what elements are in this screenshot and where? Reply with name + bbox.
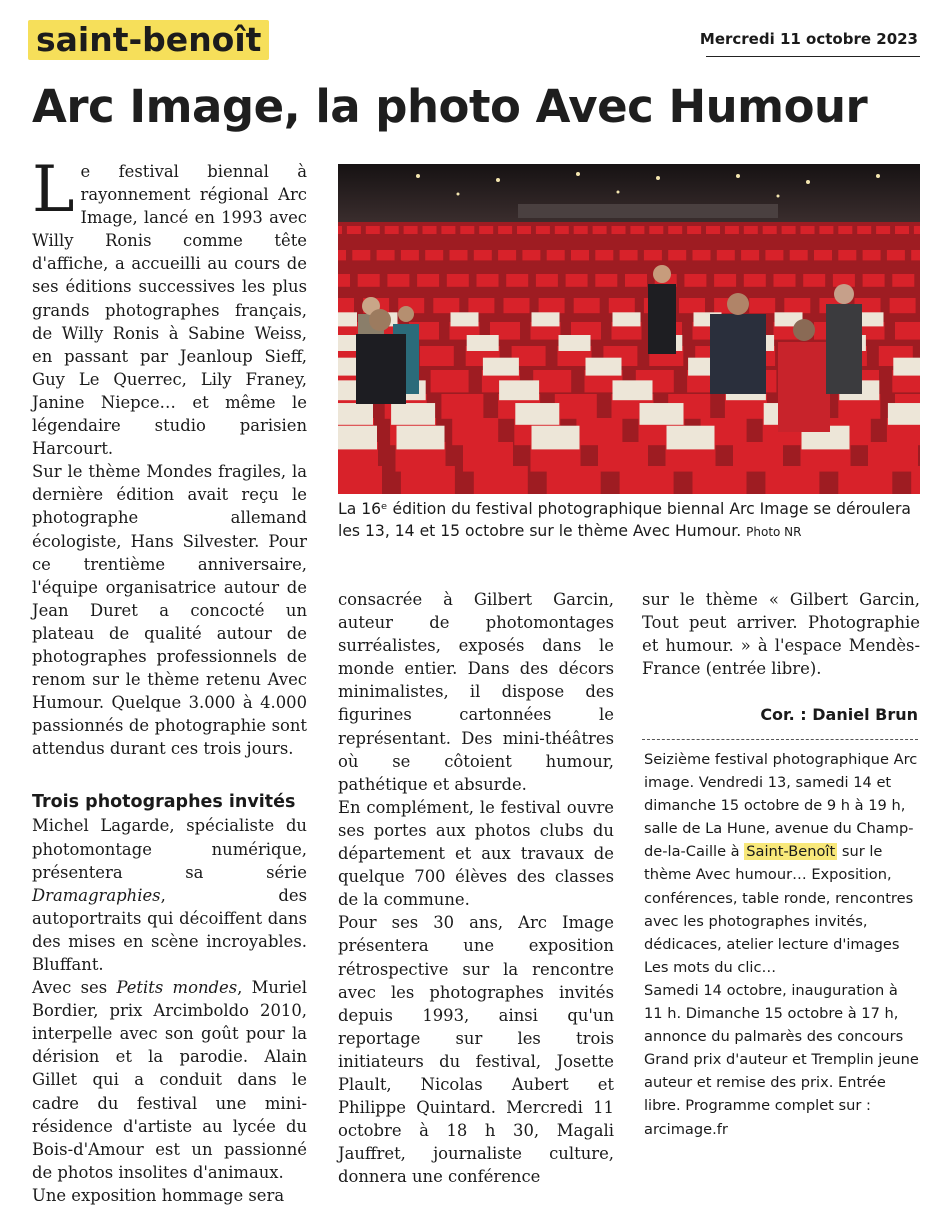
paragraph: Une exposition hommage sera [32,1185,285,1205]
paragraph: Avec ses Petits mondes, Muriel Bordier, prix Arcimboldo 2010, interpelle avec son goût pour la dérision et la parodie. Alain Gillet qui a conduit dans le cadre du festival une mini-résidence d'artiste au lycée du Bois-d'Amour est un passionné de photos insolites d'animaux. [32,978,307,1182]
date-underline [706,56,920,57]
article-column-3 [642,588,920,680]
paragraph: Pour ses 30 ans, Arc Image présentera une exposition rétrospective sur la rencontre avec les photographes invités depuis 1993, ainsi qu'un reportage sur les trois initiateurs du festival, Josette Plault, Nicolas Aubert et Philippe Quintard. Mercredi 11 octobre à 18 h 30, Magali Jauffret, journaliste culture, donnera une conférence [338,913,614,1187]
paragraph: En complément, le festival ouvre ses portes aux photos clubs du département et aux travaux de quelque 700 élèves des classes de la commune. [338,797,614,910]
highlighted-place: Saint-Benoît [746,843,836,861]
info-paragraph: Seizième festival photographique Arc image. Vendredi 13, samedi 14 et dimanche 15 octobre de 9 h à 19 h, salle de La Hune, avenue du Champ-de-la-Caille à Saint-Benoît sur le thème Avec humour… Exposition, conférences, table ronde, rencontres avec les photographes invités, dédicaces, atelier lecture d'images Les mots du clic… [644,751,918,976]
paragraph: sur le thème « Gilbert Garcin, Tout peut arriver. Photographie et humour. » à l'espace Mendès-France (entrée libre). [642,590,920,679]
info-paragraph: Samedi 14 octobre, inauguration à 11 h. Dimanche 15 octobre à 17 h, annonce du palmarès des concours Grand prix d'auteur et Tremplin jeune auteur et remise des prix. Entrée libre. Programme complet sur : arcimage.fr [644,981,919,1138]
article-column-2 [338,588,614,1188]
caption-text: La 16ᵉ édition du festival photographique biennal Arc Image se déroulera les 13, 14 et 15 octobre sur le thème Avec Humour. [338,500,911,540]
photo-caption [338,498,918,543]
info-box-rule [642,739,918,740]
festival-photo [338,164,920,494]
drop-cap: L [32,153,75,227]
paragraph: Michel Lagarde, spécialiste du photomontage numérique, présentera sa série Dramagraphies, des autoportraits qui décoiffent dans des mises en scène incroyables. Bluffant. [32,816,307,974]
paragraph: Le festival biennal à rayonnement régional Arc Image, lancé en 1993 avec Willy Ronis comme tête d'affiche, a accueilli au cours de ses éditions successives les plus grands photographes français, de Willy Ronis à Sabine Weiss, en passant par Jeanloup Sieff, Guy Le Querrec, Lily Franey, Janine Niepce… et même le légendaire studio parisien Harcourt. [32,153,307,459]
auditorium-photo-image [338,164,920,494]
author-credit: Cor. : Daniel Brun [760,705,918,724]
paragraph: consacrée à Gilbert Garcin, auteur de photomontages surréalistes, exposés dans le monde entier. Dans des décors minimalistes, il dispose des figurines cartonnées le représentant. Des mini-théâtres où se côtoient humour, pathétique et absurde. [338,590,614,794]
publication-date: Mercredi 11 octobre 2023 [699,30,918,48]
section-tag: saint-benoît [28,20,269,60]
subheading: Trois photographes invités [32,792,296,813]
article-column-1 [32,153,307,1207]
practical-info-box [644,748,920,1141]
paragraph: Sur le thème Mondes fragiles, la dernière édition avait reçu le photographe allemand écologiste, Hans Silvester. Pour ce trentième anniversaire, l'équipe organisatrice autour de Jean Duret a concocté un plateau de qualité autour de photographes professionnels de renom sur le thème retenu Avec Humour. Quelque 3.000 à 4.000 passionnés de photographie sont attendus durant ces trois jours. [32,462,307,759]
photo-credit: Photo NR [746,525,802,539]
headline: Arc Image, la photo Avec Humour [32,80,868,133]
